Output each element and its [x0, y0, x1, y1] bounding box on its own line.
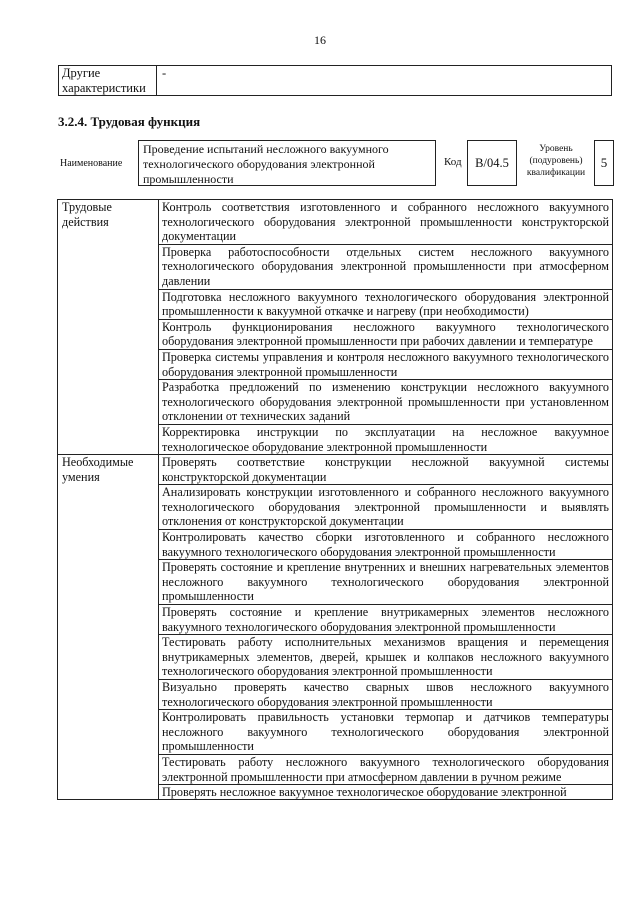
function-details-table: [57, 199, 613, 800]
skill-item: Проверять соответствие конструкции несложной вакуумной системы конструкторской документации: [159, 455, 613, 485]
other-characteristics-value: -: [162, 66, 167, 80]
labor-action-item: Контроль соответствия изготовленного и собранного несложного вакуумного технологического оборудования электронной промышленности конструкторской документации: [159, 200, 613, 245]
skill-item: Контролировать качество сборки изготовленного и собранного несложного вакуумного технологического оборудования электронной промышленности: [159, 530, 613, 560]
skill-item: Проверять состояние и крепление внутренних и внешних нагревательных элементов несложного вакуумного технологического оборудования электронной промышленности: [159, 560, 613, 605]
skill-item: Тестировать работу несложного вакуумного технологического оборудования электронной промышленности при атмосферном давлении в ручном режиме: [159, 754, 613, 784]
labor-actions-label: Трудовые действия: [58, 200, 159, 455]
labor-action-item: Проверка работоспособности отдельных систем несложного вакуумного технологического оборудования электронной промышленности при атмосферном давлении: [159, 244, 613, 289]
required-skills-label: Необходимые умения: [58, 455, 159, 800]
qualification-level: 5: [594, 140, 614, 186]
skill-item: Визуально проверять качество сварных швов несложного вакуумного технологического оборудования электронной промышленности: [159, 680, 613, 710]
name-label: Наименование: [60, 158, 123, 169]
other-characteristics-table: [58, 65, 612, 96]
other-characteristics-label: Другие характеристики: [59, 66, 157, 95]
page-number: 16: [314, 33, 326, 47]
function-name: Проведение испытаний несложного вакуумного технологического оборудования электронной промышленности: [138, 140, 436, 186]
section-heading: 3.2.4. Трудовая функция: [58, 114, 201, 129]
skill-item: Проверять состояние и крепление внутрикамерных элементов несложного вакуумного технологического оборудования электронной промышленности: [159, 605, 613, 635]
table-row: [58, 200, 613, 245]
labor-action-item: Контроль функционирования несложного вакуумного технологического оборудования электронной промышленности при рабочих давлении и температуре: [159, 319, 613, 349]
level-label: Уровень (подуровень) квалификации: [526, 144, 586, 178]
table-row: [58, 455, 613, 485]
labor-action-item: Подготовка несложного вакуумного технологического оборудования электронной промышленности к вакуумной откачке и нагреву (при необходимости): [159, 289, 613, 319]
code-label: Код: [444, 156, 462, 168]
skill-item: Контролировать правильность установки термопар и датчиков температуры несложного вакуумного технологического оборудования электронной промышленности: [159, 710, 613, 755]
labor-action-item: Проверка системы управления и контроля несложного вакуумного технологического оборудования электронной промышленности: [159, 349, 613, 379]
labor-action-item: Корректировка инструкции по эксплуатации на несложное вакуумное технологическое оборудование электронной промышленности: [159, 424, 613, 454]
skill-item: Анализировать конструкции изготовленного и собранного несложного вакуумного технологического оборудования электронной промышленности и выявлять отклонения от конструкторской документации: [159, 485, 613, 530]
function-code: B/04.5: [467, 140, 517, 186]
labor-action-item: Разработка предложений по изменению конструкции несложного вакуумного технологического оборудования электронной промышленности при установленном отклонении от технических заданий: [159, 380, 613, 425]
skill-item: Проверять несложное вакуумное технологическое оборудование электронной: [162, 785, 567, 800]
skill-item: Тестировать работу исполнительных механизмов вращения и перемещения внутрикамерных элементов, дверей, крышек и колпаков несложного вакуумного технологического оборудования электронной промышленности: [159, 635, 613, 680]
